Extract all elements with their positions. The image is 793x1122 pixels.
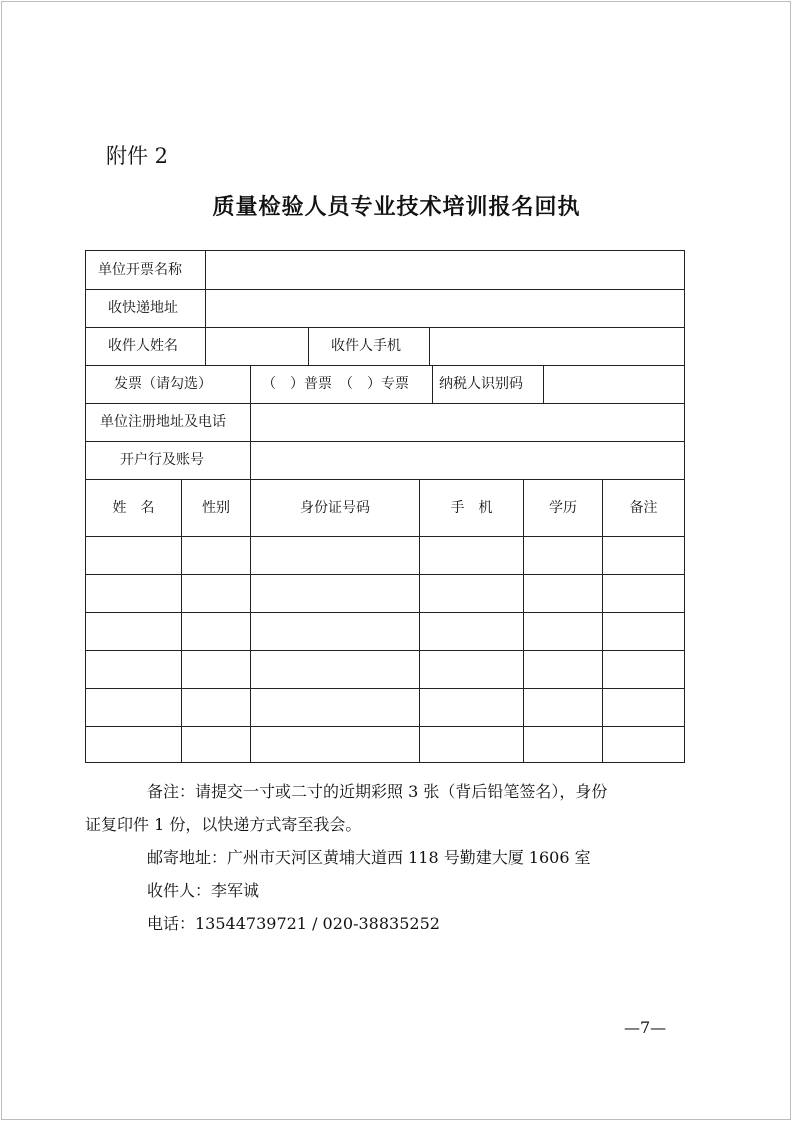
mail-address: 邮寄地址：广州市天河区黄埔大道西 118 号勤建大厦 1606 室	[147, 848, 591, 867]
invoice-type-options[interactable]: （ ）普票 （ ）专票	[262, 376, 409, 392]
registered-address-label: 单位注册地址及电话	[100, 414, 226, 430]
header-phone: 手 机	[450, 500, 493, 516]
row-divider	[86, 650, 684, 651]
row-divider	[86, 726, 684, 727]
col-divider	[181, 479, 182, 763]
attachment-label: 附件 2	[106, 144, 169, 168]
row-divider	[86, 479, 684, 480]
col-divider	[432, 365, 433, 403]
row-divider	[86, 574, 684, 575]
row-divider	[86, 403, 684, 404]
recipient-phone-label: 收件人手机	[331, 338, 401, 354]
col-divider	[308, 327, 309, 365]
row-divider	[86, 441, 684, 442]
delivery-address-label: 收快递地址	[108, 300, 178, 316]
page-number: —7—	[624, 1018, 667, 1037]
col-divider	[602, 479, 603, 763]
header-id-number: 身份证号码	[300, 500, 370, 516]
row-divider	[86, 536, 684, 537]
recipient-name-label: 收件人姓名	[108, 338, 178, 354]
col-divider	[205, 327, 206, 365]
row-divider	[86, 365, 684, 366]
col-divider	[429, 327, 430, 365]
col-divider	[543, 365, 544, 403]
header-name: 姓 名	[112, 500, 155, 516]
invoice-name-label: 单位开票名称	[98, 262, 182, 278]
form-title: 质量检验人员专业技术培训报名回执	[212, 195, 581, 220]
header-education: 学历	[549, 500, 577, 516]
recipient-info: 收件人：李军诚	[147, 881, 260, 900]
header-gender: 性别	[202, 500, 230, 516]
row-divider	[86, 688, 684, 689]
col-divider	[523, 479, 524, 763]
tax-id-label: 纳税人识别码	[439, 376, 523, 392]
col-divider	[250, 479, 251, 763]
notes-line-1: 备注：请提交一寸或二寸的近期彩照 3 张（背后铅笔签名），身份	[147, 782, 608, 801]
col-divider	[205, 251, 206, 327]
phone-info: 电话：13544739721 / 020-38835252	[147, 914, 440, 933]
header-remarks: 备注	[629, 500, 658, 516]
col-divider	[419, 479, 420, 763]
row-divider	[86, 289, 684, 290]
notes-section	[85, 775, 690, 940]
registration-form-table	[85, 250, 685, 763]
row-divider	[86, 612, 684, 613]
bank-account-label: 开户行及账号	[120, 452, 204, 468]
col-divider	[250, 365, 251, 403]
invoice-type-label: 发票（请勾选）	[114, 376, 212, 392]
notes-line-2: 证复印件 1 份，以快递方式寄至我会。	[85, 815, 362, 834]
row-divider	[86, 327, 684, 328]
col-divider	[250, 403, 251, 479]
